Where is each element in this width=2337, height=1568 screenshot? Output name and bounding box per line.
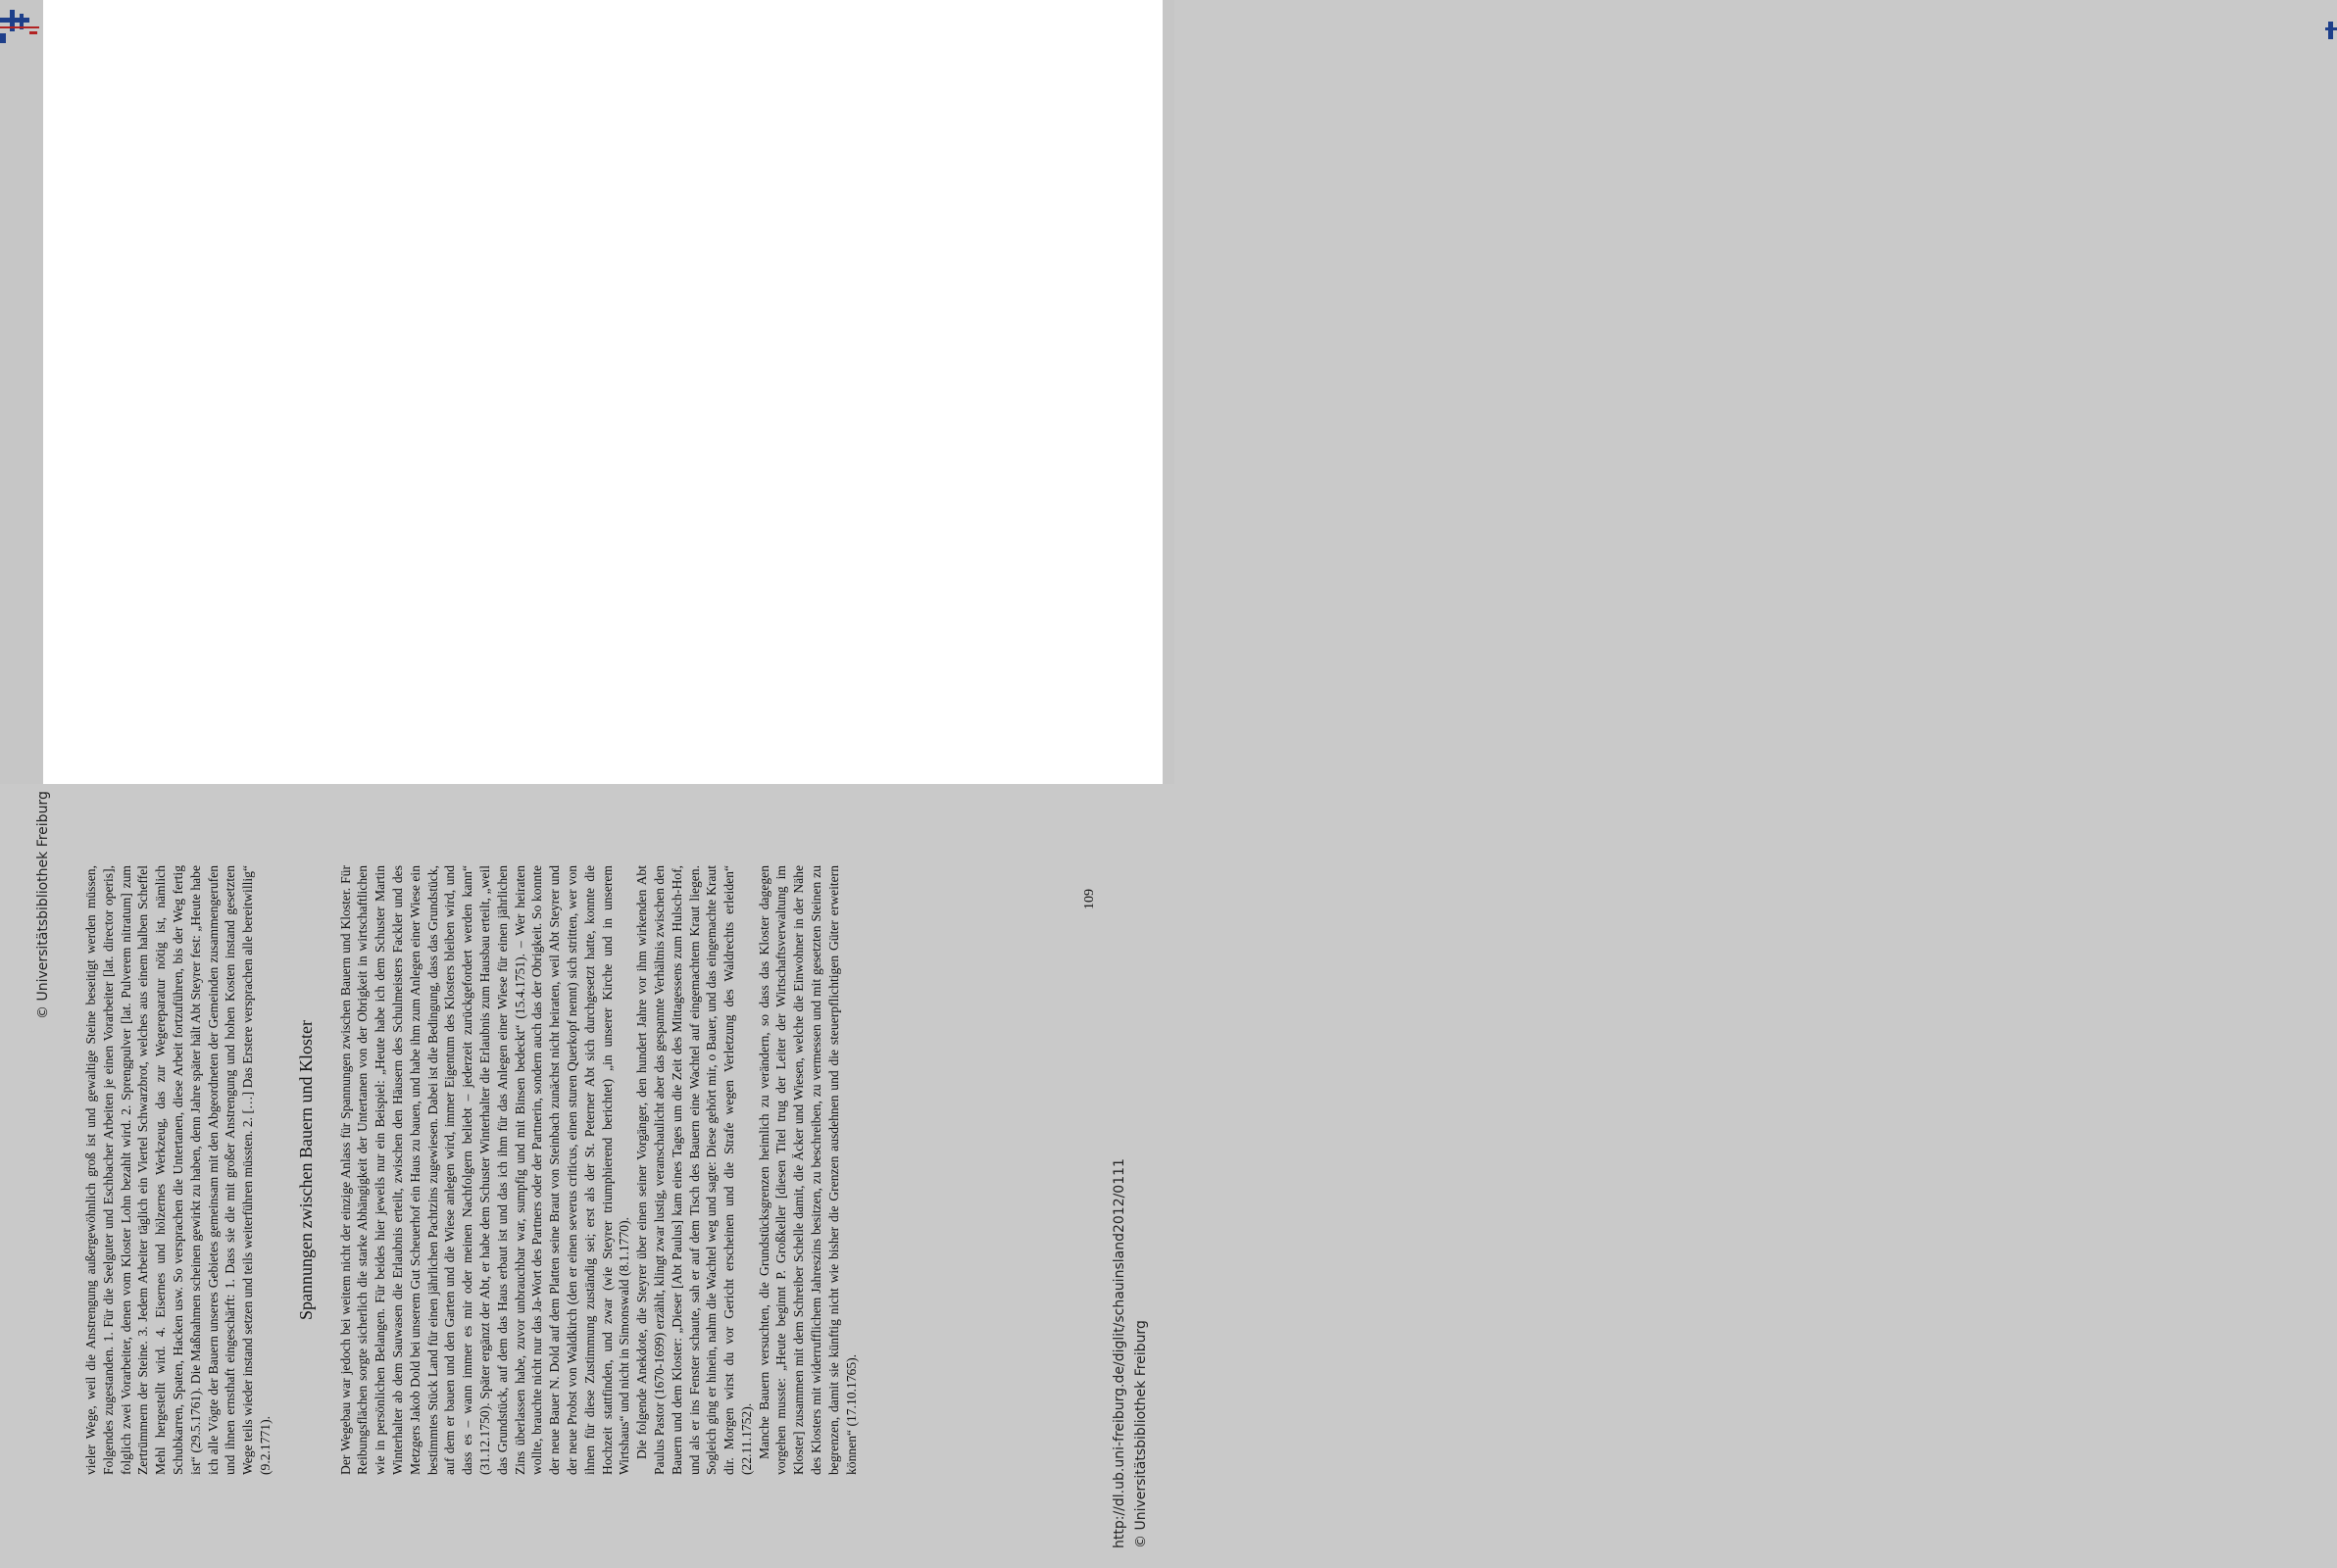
- library-logo-icon: [0, 0, 43, 59]
- library-logo-icon: [2325, 20, 2337, 43]
- paragraph: Die folgende Anekdote, die Steyrer über einen seiner Vorgänger, den hundert Jahre vor ihm wirkenden Abt Paulus Pastor (1670-1699) erzählt, klingt zwar lustig, veranschaulicht aber das gespannte Verhältnis zwischen den Bauern und dem Kloster: „Dieser [Abt Paulus] kam eines Tages um die Zeit des Mittagessens zum Hulsch-Hof, und als er ins Fenster schaute, sah er auf dem Tisch des Bauern eine Wachtel auf eingemachtem Kraut liegen. Sogleich ging er hinein, nahm die Wachtel weg und sagte: Diese gehört mir, o Bauer, und das eingemachte Kraut dir. Morgen wirst du vor Gericht erscheinen und die Strafe wegen Verletzung des Waldrechts erleiden“ (22.11.1752).: [634, 865, 754, 1475]
- section-heading: Spannungen zwischen Bauern und Kloster: [295, 1020, 316, 1320]
- paragraph: Der Wegebau war jedoch bei weitem nicht der einzige Anlass für Spannungen zwischen Bauern und Kloster. Für Reibungsflächen sorgte sicherlich die starke Abhängigkeit der Untertanen von der Obrigkeit in wirtschaftlichen wie in persönlichen Belangen. Für beides hier jeweils nur ein Beispiel: „Heute habe ich dem Schuster Martin Winterhalter ab dem Sauwasen die Erlaubnis erteilt, zwischen den Häusern des Schulmeisters Fackler und des Metzgers Jakob Dold bei unserem Gut Scheuerhof ein Haus zu bauen, und habe ihm zum Anlegen einer Wiese ein bestimmtes Stück Land für einen jährlichen Pachtzins zugewiesen. Dabei ist die Bedingung, dass das Grundstück, auf dem er bauen und den Garten und die Wiese anlegen wird, immer Eigentum des Klosters bleiben wird, und dass es – wann immer es mir oder meinen Nachfolgern beliebt – jederzeit zurückgefordert werden kann“ (31.12.1750). Später ergänzt der Abt, er habe dem Schuster Winterhalter die Erlaubnis zum Hausbau erteilt, „weil das Grundstück, auf dem das Haus erbaut ist und das ich ihm für das Anlegen einer Wiese für einen jährlichen Zins überlassen habe, zuvor unbrauchbar war, sumpfig und mit Binsen bedeckt“ (15.4.1751). – Wer heiraten wollte, brauchte nicht nur das Ja-Wort des Partners oder der Partnerin, sondern auch das der Obrigkeit. So konnte der neue Bauer N. Dold auf dem Platten seine Braut von Steinbach zunächst nicht heiraten, weil Abt Steyrer und der neue Probst von Waldkirch (den er einen severus criticus, einen sturen Querkopf nennt) sich stritten, wer von ihnen für diese Zustimmung zuständig sei; erst als der St. Peterner Abt sich durchgesetzt hatte, konnte die Hochzeit stattfinden, und zwar (wie Steyrer triumphierend berichtet) „in unserer Kirche und in unserem Wirtshaus“ und nicht in Simonswald (8.1.1770).: [337, 865, 632, 1475]
- paragraph: vieler Wege, weil die Anstrengung außergewöhnlich groß ist und gewaltige Steine beseitigt werden müssen, Folgendes zugestanden. 1. Für die Seelguter und Eschbacher Arbeiten je einen Vorarbeiter [lat. director operis], folglich zwei Vorarbeiter, denen vom Kloster Lohn bezahlt wird. 2. Sprengpulver [lat. Pulverem nitratum] zum Zertrümmern der Steine. 3. Jedem Arbeiter täglich ein Viertel Schwarzbrot, welches aus einem halben Scheffel Mehl hergestellt wird. 4. Eisernes und hölzernes Werkzeug, das zur Wegereparatur nötig ist, nämlich Schubkarren, Spaten, Hacken usw. So versprachen die Untertanen, diese Arbeit fortzuführen, bis der Weg fertig ist“ (29.5.1761). Die Maßnahmen scheinen gewirkt zu haben, denn Jahre später hält Abt Steyrer fest: „Heute habe ich alle Vögte der Bauern unseres Gebietes gemeinsam mit den Abgeordneten der Gemeinden zusammengerufen und ihnen ernsthaft eingeschärft: 1. Dass sie die mit großer Anstrengung und hohen Kosten instand gesetzten Wege teils wieder instand setzen und teils weiterführen müssten. 2. […] Das Erstere versprachen alle bereitwillig“ (9.2.1771).: [83, 865, 273, 1475]
- paragraph: Manche Bauern versuchten, die Grundstücksgrenzen heimlich zu verändern, so dass das Kloster dagegen vorgehen musste: „Heute beginnt P. Großkeller [diesen Titel trug der Leiter der Wirtschaftsverwaltung im Kloster] zusammen mit dem Schreiber Schelle damit, die Äcker und Wiesen, welche die Einwohner in der Nähe des Klosters mit widerrufflichem Jahreszins besitzen, zu beschreiben, zu vermessen und mit gesetzten Steinen zu begrenzen, damit sie künftig nicht wie bisher die Grenzen ausdehnen und die steuerpflichtigen Güter erweitern können“ (17.10.1765).: [756, 865, 859, 1475]
- footer-copyright: © Universitätsbibliothek Freiburg: [1133, 1320, 1149, 1548]
- right-gutter: [1163, 0, 1174, 784]
- page-number: 109: [1082, 889, 1097, 909]
- article-text: [82, 865, 860, 1475]
- document-viewer: [0, 0, 1174, 1548]
- left-gutter: [0, 0, 43, 784]
- footer-url-link[interactable]: http://dl.ub.uni-freiburg.de/diglit/schauinsland2012/0111: [1112, 1158, 1127, 1548]
- top-copyright: © Universitätsbibliothek Freiburg: [35, 791, 51, 1019]
- scanned-page: [35, 0, 1163, 1548]
